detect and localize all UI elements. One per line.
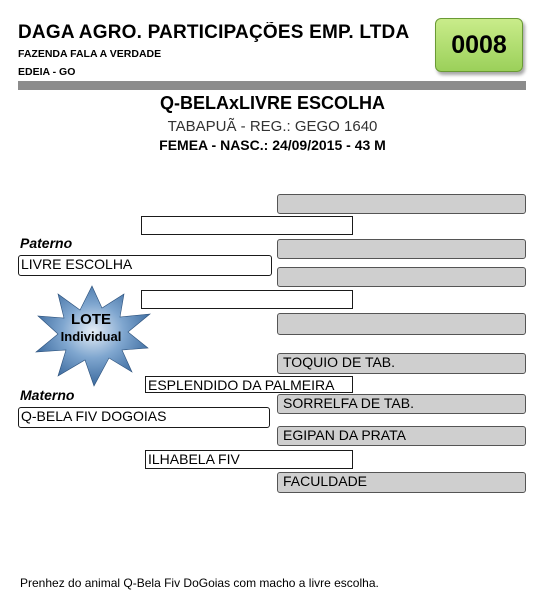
- footnote: Prenhez do animal Q-Bela Fiv DoGoias com macho a livre escolha.: [20, 576, 379, 590]
- mgd-sire-box: EGIPAN DA PRATA: [277, 426, 526, 446]
- lot-number: 0008: [451, 30, 507, 59]
- sire-box: LIVRE ESCOLHA: [18, 255, 272, 276]
- dam-box: Q-BELA FIV DOGOIAS: [18, 407, 270, 428]
- mgs-dam-box: SORRELFA DE TAB.: [277, 394, 526, 414]
- paternal-label: Paterno: [20, 235, 73, 251]
- lot-number-badge: [435, 18, 523, 72]
- pgs-dam-box: [277, 239, 526, 259]
- individual-label: Individual: [60, 329, 122, 344]
- maternal-granddam-box: ILHABELA FIV: [145, 450, 353, 469]
- animal-registry: TABAPUÃ - REG.: GEGO 1640: [167, 118, 378, 135]
- header-divider: [18, 81, 526, 90]
- animal-birth: FEMEA - NASC.: 24/09/2015 - 43 M: [159, 137, 386, 153]
- paternal-grandsire-box: [141, 216, 353, 235]
- paternal-granddam-box: [141, 290, 353, 309]
- pgd-sire-box: [277, 267, 526, 287]
- city-name: EDEIA - GO: [18, 66, 76, 78]
- mgd-dam-box: FACULDADE: [277, 472, 526, 493]
- farm-name: FAZENDA FALA A VERDADE: [18, 48, 162, 60]
- pgs-sire-box: [277, 194, 526, 214]
- lote-label: LOTE: [71, 311, 111, 328]
- company-name: DAGA AGRO. PARTICIPAÇÕES EMP. LTDA: [18, 22, 410, 43]
- mgs-sire-box: TOQUIO DE TAB.: [277, 353, 526, 374]
- animal-title: Q-BELAxLIVRE ESCOLHA: [159, 93, 386, 113]
- maternal-grandsire-box: ESPLENDIDO DA PALMEIRA: [145, 376, 353, 393]
- pgd-dam-box: [277, 313, 526, 335]
- maternal-label: Materno: [20, 387, 75, 403]
